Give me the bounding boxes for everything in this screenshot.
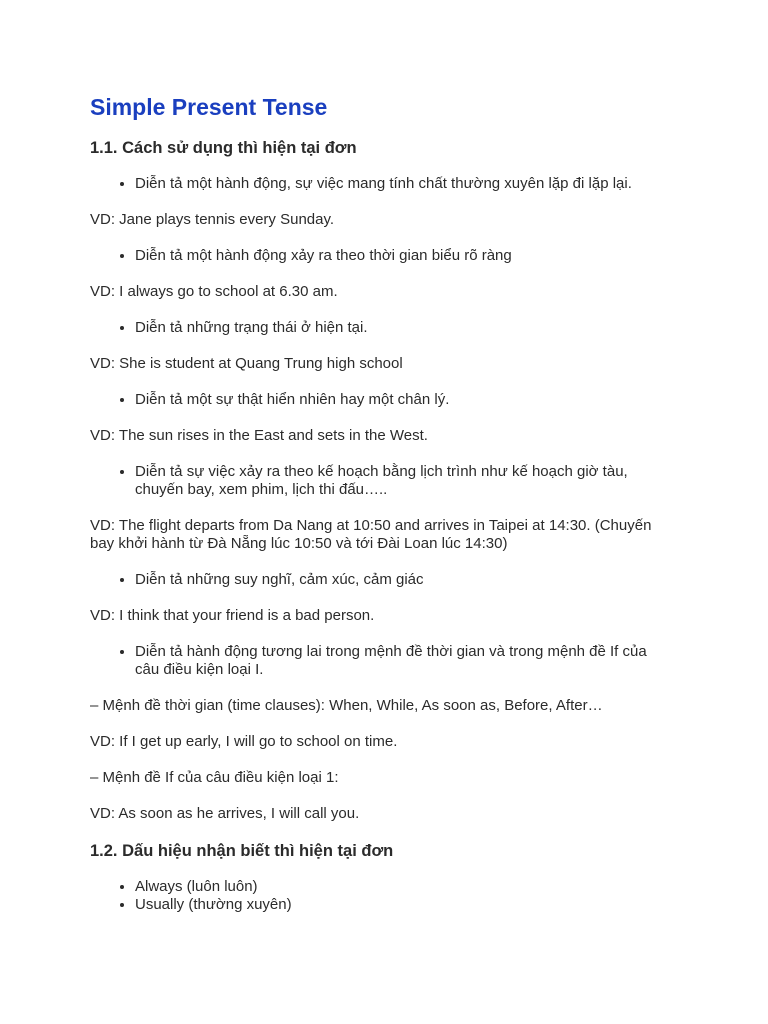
example-text: VD: If I get up early, I will go to school on time. [90,733,398,750]
bullet-list [90,319,670,337]
example-text: VD: I think that your friend is a bad person. [90,607,375,624]
note-text: – Mệnh đề thời gian (time clauses): When, While, As soon as, Before, After… [90,697,603,714]
bullet-item: • Diễn tả những suy nghĩ, cảm xúc, cảm giác [135,571,670,589]
bullet-list [90,391,670,409]
bullet-item: • Diễn tả một sự thật hiển nhiên hay một chân lý. [135,391,670,409]
bullet-list [90,463,670,499]
bullet-list [90,643,670,679]
example-text: VD: The sun rises in the East and sets in the West. [90,427,428,444]
example-text: VD: The flight departs from Da Nang at 10:50 and arrives in Taipei at 14:30. (Chuyến bay khởi hành từ Đà Nẵng lúc 10:50 và tới Đài Loan lúc 14:30) [90,517,652,552]
bullet-item: • Diễn tả một hành động xảy ra theo thời gian biểu rõ ràng [135,247,670,265]
bullet-list [90,247,670,265]
bullet-item: • Diễn tả những trạng thái ở hiện tại. [135,319,670,337]
signal-word-list [90,878,670,914]
list-item: • Always (luôn luôn) [135,878,670,896]
section-heading-usage: 1.1. Cách sử dụng thì hiện tại đơn [90,139,357,157]
bullet-item: • Diễn tả sự việc xảy ra theo kế hoạch bằng lịch trình như kế hoạch giờ tàu, chuyến bay, xem phim, lịch thi đấu….. [135,463,670,499]
bullet-item: • Diễn tả một hành động, sự việc mang tính chất thường xuyên lặp đi lặp lại. [135,175,670,193]
document-page [90,90,670,914]
bullet-item: • Diễn tả hành động tương lai trong mệnh đề thời gian và trong mệnh đề If của câu điều kiện loại I. [135,643,670,679]
note-text: – Mệnh đề If của câu điều kiện loại 1: [90,769,339,786]
example-text: VD: As soon as he arrives, I will call you. [90,805,360,822]
example-text: VD: She is student at Quang Trung high school [90,355,403,372]
example-text: VD: Jane plays tennis every Sunday. [90,211,335,228]
example-text: VD: I always go to school at 6.30 am. [90,283,338,300]
bullet-list [90,571,670,589]
section-heading-signs: 1.2. Dấu hiệu nhận biết thì hiện tại đơn [90,842,394,860]
page-title: Simple Present Tense [90,94,328,120]
bullet-list [90,175,670,193]
list-item: • Usually (thường xuyên) [135,896,670,914]
